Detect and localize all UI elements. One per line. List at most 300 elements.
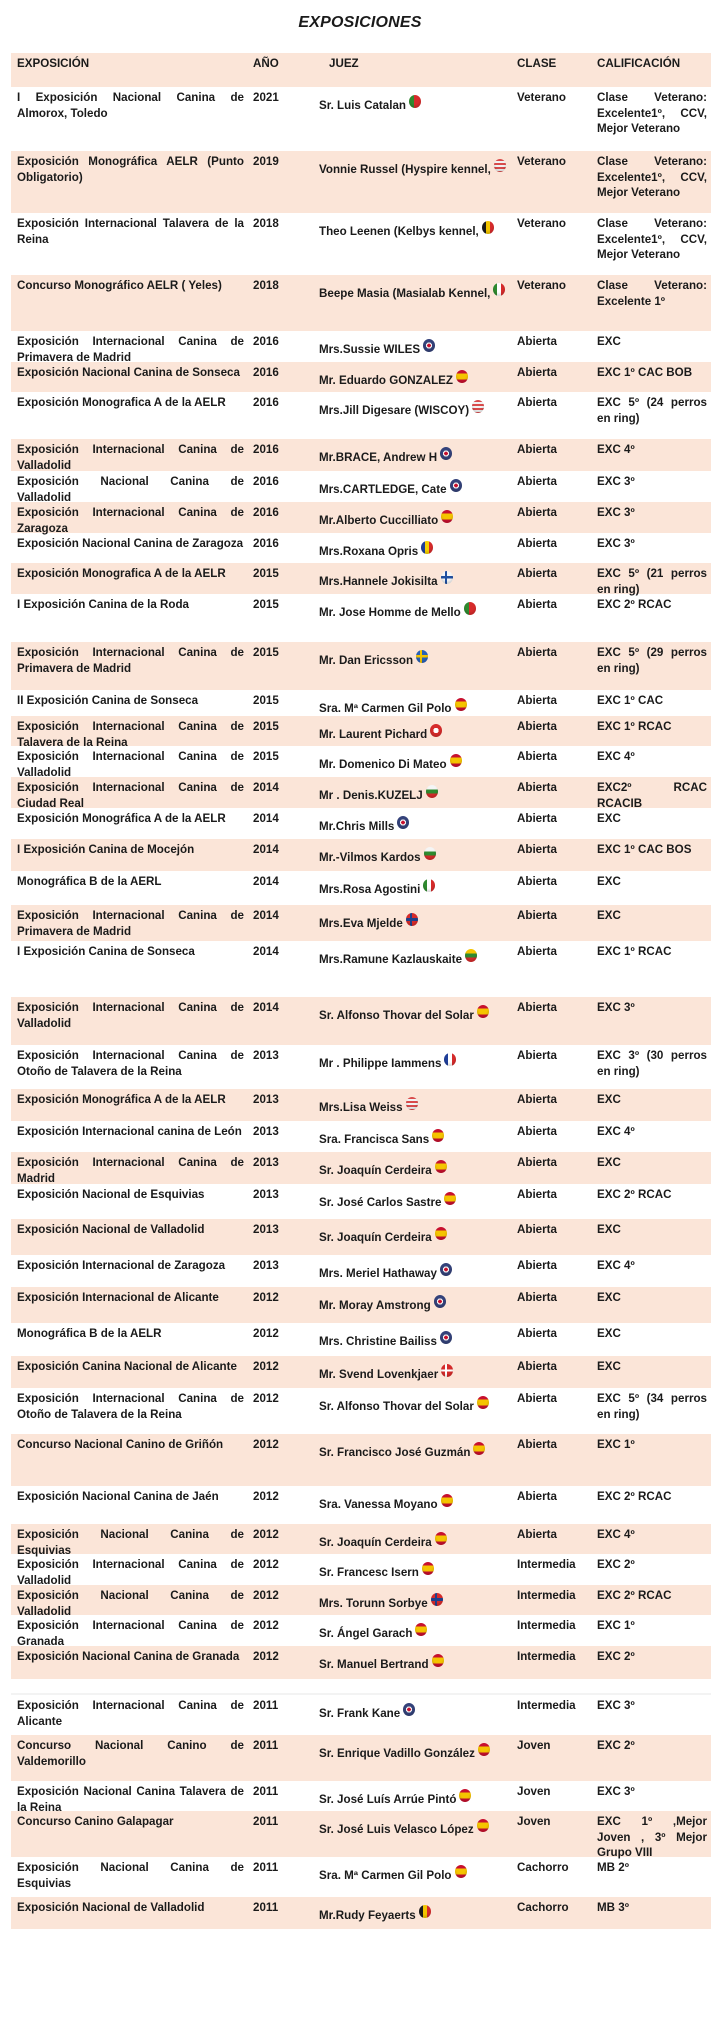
table-row	[11, 1646, 711, 1679]
table-header	[11, 53, 711, 87]
judge-name: Mr.Rudy Feyaerts	[319, 1909, 416, 1922]
table-row	[11, 777, 711, 808]
juez-cell	[315, 1738, 515, 1781]
clase-cell: Abierta	[517, 1049, 557, 1062]
anio-cell: 2012	[253, 1558, 279, 1571]
juez-cell	[315, 1000, 515, 1045]
exposicion-cell: Concurso Monográfico AELR ( Yeles)	[17, 279, 222, 292]
exposicion-cell: Exposición Monográfica A de la AELR	[17, 1093, 226, 1106]
clase-cell: Intermedia	[517, 1650, 576, 1663]
exposicion-cell: Concurso Nacional Canino de Valdemorillo	[17, 1739, 244, 1768]
anio-cell: 2014	[253, 909, 279, 922]
clase-cell: Abierta	[517, 443, 557, 456]
portugal-flag-icon	[464, 602, 476, 615]
exposicion-cell: Exposición Internacional Canina de Talavera de la Reina	[17, 720, 244, 749]
calificacion-cell: EXC	[597, 875, 621, 888]
anio-cell: 2015	[253, 598, 279, 611]
juez-cell	[315, 1092, 515, 1121]
clase-cell: Abierta	[517, 506, 557, 519]
clase-cell: Abierta	[517, 1528, 557, 1541]
clase-cell: Intermedia	[517, 1558, 576, 1571]
judge-name: Sr. Alfonso Thovar del Solar	[319, 1400, 474, 1413]
exposicion-cell: Exposición Internacional Canina de Ciudad Real	[17, 781, 244, 810]
anio-cell: 2018	[253, 279, 279, 292]
table-row	[11, 151, 711, 213]
lithuania-flag-icon	[465, 949, 477, 962]
anio-cell: 2011	[253, 1901, 279, 1914]
table-row	[11, 1184, 711, 1219]
exposicion-cell: Exposición Monográfica AELR (Punto Obligatorio)	[17, 155, 244, 184]
juez-cell	[315, 842, 515, 871]
calificacion-cell: EXC 2º	[597, 1558, 635, 1571]
france-flag-icon	[444, 1053, 456, 1066]
table-row	[11, 471, 711, 502]
table-row	[11, 331, 711, 362]
clase-cell: Veterano	[517, 155, 566, 168]
sweden-flag-icon	[416, 650, 428, 663]
clase-cell: Abierta	[517, 945, 557, 958]
norway-flag-icon	[406, 913, 418, 926]
clase-cell: Abierta	[517, 909, 557, 922]
calificacion-cell: EXC	[597, 909, 621, 922]
clase-cell: Abierta	[517, 537, 557, 550]
table-row	[11, 1857, 711, 1897]
juez-cell	[315, 90, 515, 151]
judge-name: Sra. Francisca Sans	[319, 1133, 430, 1146]
spain-flag-icon	[456, 370, 468, 383]
juez-cell	[315, 1527, 515, 1554]
uk-flag-icon	[440, 447, 452, 460]
juez-cell	[315, 1258, 515, 1287]
denmark-flag-icon	[441, 1364, 453, 1377]
exposicion-cell: Exposición Internacional Canina de Madrid	[17, 1156, 244, 1185]
juez-cell	[315, 1557, 515, 1585]
calificacion-cell: Clase Veterano: Excelente1º, CCV, Mejor Veterano	[597, 91, 707, 135]
clase-cell: Veterano	[517, 279, 566, 292]
clase-cell: Abierta	[517, 396, 557, 409]
clase-cell: Abierta	[517, 1259, 557, 1272]
calificacion-cell: EXC 3º	[597, 1001, 635, 1014]
judge-name: Mr. Jose Homme de Mello	[319, 606, 461, 619]
judge-name: Sr. Ángel Garach	[319, 1627, 413, 1640]
juez-cell	[315, 334, 515, 362]
table-row	[11, 1089, 711, 1121]
portugal-flag-icon	[409, 95, 421, 108]
uk-flag-icon	[423, 339, 435, 352]
exposicion-cell: Exposición Nacional Canina de Sonseca	[17, 366, 240, 379]
calificacion-cell: EXC 1º CAC	[597, 694, 664, 707]
judge-name: Sr. Joaquín Cerdeira	[319, 1536, 432, 1549]
judge-name: Sr. Joaquín Cerdeira	[319, 1164, 432, 1177]
anio-cell: 2014	[253, 812, 279, 825]
anio-cell: 2018	[253, 217, 279, 230]
table-row	[11, 1219, 711, 1255]
table-row	[11, 1811, 711, 1857]
calificacion-cell: EXC	[597, 335, 621, 348]
exposicion-cell: Exposición Internacional Canina de Valladolid	[17, 1001, 244, 1030]
exposicion-cell: Exposición Nacional Canina de Valladolid	[17, 1589, 244, 1618]
header-juez: JUEZ	[329, 57, 359, 70]
judge-name: Mrs.Roxana Opris	[319, 545, 419, 558]
header-clase: CLASE	[517, 57, 557, 70]
spain-flag-icon	[478, 1743, 490, 1756]
calificacion-cell: MB 2º	[597, 1861, 629, 1874]
table-gap	[11, 1679, 711, 1693]
exposicion-cell: Monográfica B de la AERL	[17, 875, 162, 888]
exposicion-cell: Exposición Monográfica A de la AELR	[17, 812, 226, 825]
anio-cell: 2016	[253, 537, 279, 550]
juez-cell	[315, 874, 515, 905]
judge-name: Mrs. Meriel Hathaway	[319, 1267, 437, 1280]
anio-cell: 2012	[253, 1490, 279, 1503]
judge-name: Mr. Domenico Di Mateo	[319, 758, 447, 771]
judge-name: Sra. Vanessa Moyano	[319, 1498, 438, 1511]
exposicion-cell: Exposición Internacional Canina de Otoño de Talavera de la Reina	[17, 1392, 244, 1421]
anio-cell: 2016	[253, 443, 279, 456]
clase-cell: Abierta	[517, 1392, 557, 1405]
table-row	[11, 1356, 711, 1388]
calificacion-cell: EXC 5º (34 perros en ring)	[597, 1392, 707, 1421]
exposicion-cell: II Exposición Canina de Sonseca	[17, 694, 199, 707]
clase-cell: Abierta	[517, 1360, 557, 1373]
spain-flag-icon	[432, 1654, 444, 1667]
uk-flag-icon	[397, 816, 409, 829]
table-row	[11, 502, 711, 533]
juez-cell	[315, 278, 515, 331]
anio-cell: 2014	[253, 1001, 279, 1014]
spain-flag-icon	[422, 1562, 434, 1575]
anio-cell: 2016	[253, 335, 279, 348]
exposicion-cell: Exposición Internacional Canina de Otoño de Talavera de la Reina	[17, 1049, 244, 1078]
norway-flag-icon	[431, 1593, 443, 1606]
exposicion-cell: Exposición Internacional de Zaragoza	[17, 1259, 226, 1272]
usa-flag-icon	[406, 1097, 418, 1110]
judge-name: Sr. José Luis Velasco López	[319, 1823, 474, 1836]
spain-flag-icon	[450, 754, 462, 767]
table-row	[11, 1524, 711, 1557]
judge-name: Mr. Dan Ericsson	[319, 654, 414, 667]
anio-cell: 2011	[253, 1739, 279, 1752]
spain-flag-icon	[444, 1192, 456, 1205]
table-row	[11, 1735, 711, 1781]
anio-cell: 2012	[253, 1327, 279, 1340]
header-calificacion: CALIFICACIÓN	[597, 57, 681, 70]
calificacion-cell: EXC 4º	[597, 443, 635, 456]
calificacion-cell: EXC 1º RCAC	[597, 720, 672, 733]
calificacion-cell: EXC	[597, 1360, 621, 1373]
spain-flag-icon	[473, 1442, 485, 1455]
anio-cell: 2012	[253, 1589, 279, 1602]
table-row	[11, 1388, 711, 1434]
calificacion-cell: EXC 1º CAC BOB	[597, 366, 693, 379]
anio-cell: 2016	[253, 366, 279, 379]
juez-cell	[315, 1290, 515, 1323]
judge-name: Mrs.CARTLEDGE, Cate	[319, 483, 447, 496]
calificacion-cell: EXC	[597, 812, 621, 825]
table-row	[11, 392, 711, 439]
calificacion-cell: Clase Veterano: Excelente1º, CCV, Mejor Veterano	[597, 155, 707, 199]
switzerland-flag-icon	[430, 724, 442, 737]
anio-cell: 2015	[253, 646, 279, 659]
calificacion-cell: EXC 2º RCAC	[597, 598, 672, 611]
exposicion-cell: Exposición Nacional Canina de Esquivias	[17, 1861, 244, 1890]
calificacion-cell: EXC 2º RCAC	[597, 1490, 672, 1503]
table-row	[11, 1121, 711, 1152]
bulgaria-flag-icon	[426, 785, 438, 798]
anio-cell: 2013	[253, 1156, 279, 1169]
judge-name: Beepe Masia (Masialab Kennel,	[319, 287, 491, 300]
table-row	[11, 439, 711, 471]
exposicion-cell: Exposición Internacional Canina de Zaragoza	[17, 506, 244, 535]
romania-flag-icon	[421, 541, 433, 554]
table-row	[11, 1434, 711, 1486]
clase-cell: Abierta	[517, 1125, 557, 1138]
judge-name: Mr.BRACE, Andrew H	[319, 451, 438, 464]
anio-cell: 2015	[253, 750, 279, 763]
exposicion-cell: Exposición Internacional Canina de Valladolid	[17, 750, 244, 779]
exposicion-cell: Concurso Nacional Canino de Griñón	[17, 1438, 224, 1451]
table-row	[11, 1554, 711, 1585]
exposicion-cell: Exposición Nacional Canina de Valladolid	[17, 475, 244, 504]
judge-name: Sr. José Carlos Sastre	[319, 1196, 442, 1209]
calificacion-cell: EXC 2º	[597, 1739, 635, 1752]
juez-cell	[315, 1860, 515, 1897]
juez-cell	[315, 1326, 515, 1356]
juez-cell	[315, 1489, 515, 1524]
anio-cell: 2013	[253, 1188, 279, 1201]
juez-cell	[315, 1155, 515, 1184]
table-row	[11, 871, 711, 905]
calificacion-cell: EXC 4º	[597, 1125, 635, 1138]
juez-cell	[315, 216, 515, 275]
juez-cell	[315, 1048, 515, 1089]
table-row	[11, 1585, 711, 1618]
juez-cell	[315, 719, 515, 746]
calificacion-cell: MB 3º	[597, 1901, 629, 1914]
judge-name: Mrs.Hannele Jokisilta	[319, 575, 438, 588]
judge-name: Sra. Mª Carmen Gil Polo	[319, 702, 452, 715]
exposicion-cell: Exposición Canina Nacional de Alicante	[17, 1360, 237, 1373]
calificacion-cell: EXC 1º ,Mejor Joven , 3º Mejor Grupo VIII	[597, 1815, 707, 1859]
calificacion-cell: EXC 3º	[597, 1785, 635, 1798]
table-row	[11, 275, 711, 331]
spain-flag-icon	[435, 1532, 447, 1545]
table-row	[11, 839, 711, 871]
italy-flag-icon	[423, 879, 435, 892]
table-row	[11, 1045, 711, 1089]
judge-name: Sr. Francesc Isern	[319, 1566, 419, 1579]
table-body	[11, 87, 711, 1929]
anio-cell: 2011	[253, 1785, 279, 1798]
exposicion-cell: Exposición Internacional Canina de Valladolid	[17, 1558, 244, 1587]
exposicion-cell: Exposición Internacional Canina de Valladolid	[17, 443, 244, 472]
exposicion-cell: Exposición Internacional Talavera de la Reina	[17, 217, 244, 246]
clase-cell: Abierta	[517, 1223, 557, 1236]
spain-flag-icon	[455, 698, 467, 711]
judge-name: Vonnie Russel (Hyspire kennel,	[319, 163, 491, 176]
juez-cell	[315, 811, 515, 839]
clase-cell: Intermedia	[517, 1619, 576, 1632]
table-row	[11, 1323, 711, 1356]
clase-cell: Abierta	[517, 720, 557, 733]
uk-flag-icon	[440, 1331, 452, 1344]
anio-cell: 2012	[253, 1619, 279, 1632]
spain-flag-icon	[477, 1819, 489, 1832]
calificacion-cell: EXC 1º	[597, 1438, 635, 1451]
anio-cell: 2015	[253, 567, 279, 580]
uk-flag-icon	[403, 1703, 415, 1716]
exposicion-cell: Exposición Nacional Canina de Jaén	[17, 1490, 219, 1503]
juez-cell	[315, 1437, 515, 1486]
anio-cell: 2016	[253, 475, 279, 488]
clase-cell: Abierta	[517, 646, 557, 659]
italy-flag-icon	[493, 283, 505, 296]
exposicion-cell: Exposición Nacional de Esquivias	[17, 1188, 205, 1201]
juez-cell	[315, 1618, 515, 1646]
juez-cell	[315, 1649, 515, 1679]
clase-cell: Cachorro	[517, 1861, 569, 1874]
table-row	[11, 1695, 711, 1735]
clase-cell: Veterano	[517, 91, 566, 104]
clase-cell: Veterano	[517, 217, 566, 230]
spain-flag-icon	[441, 1494, 453, 1507]
judge-name: Theo Leenen (Kelbys kennel,	[319, 225, 479, 238]
finland-flag-icon	[441, 571, 453, 584]
calificacion-cell: EXC 2º RCAC	[597, 1589, 672, 1602]
judge-name: Mrs. Christine Bailiss	[319, 1335, 437, 1348]
juez-cell	[315, 1588, 515, 1615]
calificacion-cell: EXC 3º	[597, 475, 635, 488]
clase-cell: Abierta	[517, 475, 557, 488]
anio-cell: 2021	[253, 91, 279, 104]
anio-cell: 2012	[253, 1650, 279, 1663]
juez-cell	[315, 566, 515, 594]
uk-flag-icon	[434, 1295, 446, 1308]
anio-cell: 2011	[253, 1861, 279, 1874]
spain-flag-icon	[435, 1160, 447, 1173]
judge-name: Mrs. Torunn Sorbye	[319, 1597, 428, 1610]
judge-name: Mr.-Vilmos Kardos	[319, 851, 421, 864]
judge-name: Mr. Svend Lovenkjaer	[319, 1368, 439, 1381]
judge-name: Mrs.Lisa Weiss	[319, 1101, 403, 1114]
exposicion-cell: I Exposición Canina de la Roda	[17, 598, 190, 611]
anio-cell: 2013	[253, 1125, 279, 1138]
juez-cell	[315, 1698, 515, 1735]
anio-cell: 2014	[253, 781, 279, 794]
spain-flag-icon	[477, 1396, 489, 1409]
calificacion-cell: EXC 5º (21 perros en ring)	[597, 567, 707, 596]
judge-name: Mr. Eduardo GONZALEZ	[319, 374, 453, 387]
juez-cell	[315, 749, 515, 777]
calificacion-cell: Clase Veterano: Excelente1º, CCV, Mejor Veterano	[597, 217, 707, 261]
juez-cell	[315, 908, 515, 941]
calificacion-cell: EXC 2º	[597, 1650, 635, 1663]
table-row	[11, 1615, 711, 1646]
table-row	[11, 563, 711, 594]
clase-cell: Joven	[517, 1785, 551, 1798]
juez-cell	[315, 1222, 515, 1255]
anio-cell: 2013	[253, 1223, 279, 1236]
exposicion-cell: Exposición Nacional Canina de Granada	[17, 1650, 240, 1663]
calificacion-cell: EXC 4º	[597, 1259, 635, 1272]
calificacion-cell: EXC2º RCAC RCACIB	[597, 781, 707, 810]
table-row	[11, 594, 711, 642]
clase-cell: Abierta	[517, 335, 557, 348]
juez-cell	[315, 536, 515, 563]
exposicion-cell: Exposición Internacional canina de León	[17, 1125, 242, 1138]
calificacion-cell: EXC 3º	[597, 506, 635, 519]
spain-flag-icon	[477, 1005, 489, 1018]
clase-cell: Abierta	[517, 812, 557, 825]
clase-cell: Abierta	[517, 1093, 557, 1106]
table-row	[11, 533, 711, 563]
calificacion-cell: EXC 1º RCAC	[597, 945, 672, 958]
juez-cell	[315, 442, 515, 471]
judge-name: Mrs.Jill Digesare (WISCOY)	[319, 404, 470, 417]
calificacion-cell: EXC 4º	[597, 750, 635, 763]
anio-cell: 2012	[253, 1392, 279, 1405]
table-row	[11, 1781, 711, 1814]
exposicion-cell: Exposición Monografica A de la AELR	[17, 567, 226, 580]
judge-name: Mr . Philippe Iammens	[319, 1057, 442, 1070]
calificacion-cell: EXC	[597, 1223, 621, 1236]
judge-name: Mr.Chris Mills	[319, 820, 395, 833]
juez-cell	[315, 505, 515, 533]
juez-cell	[315, 1784, 515, 1811]
juez-cell	[315, 154, 515, 213]
table-row	[11, 642, 711, 690]
exposicion-cell: Exposición Internacional Canina de Primavera de Madrid	[17, 909, 244, 938]
juez-cell	[315, 365, 515, 392]
judge-name: Mrs.Eva Mjelde	[319, 917, 403, 930]
juez-cell	[315, 1359, 515, 1388]
juez-cell	[315, 1814, 515, 1857]
table-row	[11, 808, 711, 839]
spain-flag-icon	[441, 510, 453, 523]
table-row	[11, 746, 711, 777]
clase-cell: Cachorro	[517, 1901, 569, 1914]
juez-cell	[315, 1187, 515, 1219]
clase-cell: Abierta	[517, 366, 557, 379]
clase-cell: Abierta	[517, 567, 557, 580]
judge-name: Mrs.Rosa Agostini	[319, 883, 421, 896]
clase-cell: Abierta	[517, 1001, 557, 1014]
table-row	[11, 1152, 711, 1184]
judge-name: Mr.Alberto Cuccilliato	[319, 514, 439, 527]
juez-cell	[315, 693, 515, 716]
header-anio: AÑO	[253, 57, 279, 70]
exposicion-cell: Exposición Internacional Canina de Alicante	[17, 1699, 244, 1728]
clase-cell: Abierta	[517, 843, 557, 856]
exposicion-cell: I Exposición Canina de Mocejón	[17, 843, 195, 856]
anio-cell: 2014	[253, 945, 279, 958]
anio-cell: 2011	[253, 1699, 279, 1712]
header-exposicion: EXPOSICIÓN	[17, 57, 90, 70]
clase-cell: Joven	[517, 1739, 551, 1752]
uk-flag-icon	[440, 1263, 452, 1276]
exposicion-cell: Exposición Internacional Canina de Primavera de Madrid	[17, 646, 244, 675]
judge-name: Sr. Joaquín Cerdeira	[319, 1231, 432, 1244]
table-row	[11, 1486, 711, 1524]
clase-cell: Abierta	[517, 1490, 557, 1503]
calificacion-cell: EXC 5º (24 perros en ring)	[597, 396, 707, 425]
judge-name: Sr. Alfonso Thovar del Solar	[319, 1009, 474, 1022]
anio-cell: 2012	[253, 1438, 279, 1451]
juez-cell	[315, 1900, 515, 1929]
juez-cell	[315, 1124, 515, 1152]
calificacion-cell: EXC 4º	[597, 1528, 635, 1541]
anio-cell: 2011	[253, 1815, 279, 1828]
